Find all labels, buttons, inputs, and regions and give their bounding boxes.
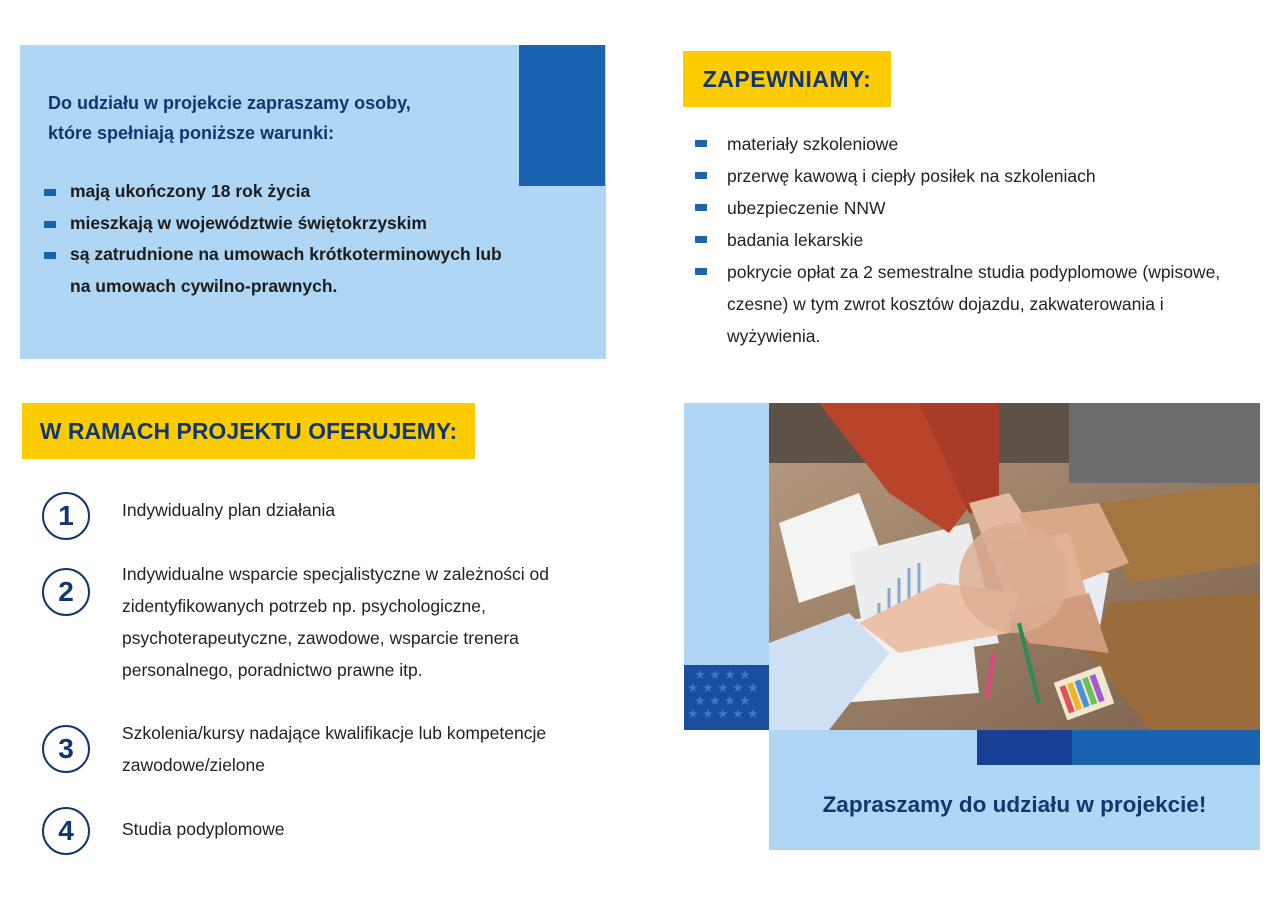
conditions-accent-block: [519, 45, 605, 186]
provide-item: ubezpieczenie NNW: [695, 192, 1235, 224]
accent-strip-dark: [977, 730, 1072, 765]
bullet-icon: [44, 252, 56, 259]
accent-strip-blue: [1072, 730, 1260, 765]
bullet-icon: [44, 221, 56, 228]
svg-text:★: ★: [732, 707, 744, 722]
bullet-icon: [695, 172, 707, 179]
conditions-list: [44, 176, 524, 302]
svg-text:★: ★: [709, 668, 721, 683]
svg-text:★: ★: [687, 681, 699, 696]
svg-text:★: ★: [732, 681, 744, 696]
svg-text:★: ★: [687, 707, 699, 722]
bullet-icon: [695, 140, 707, 147]
conditions-item: mają ukończony 18 rok życia: [44, 176, 524, 208]
offer-item-text: Studia podyplomowe: [122, 819, 285, 839]
number-badge: 3: [42, 725, 90, 773]
conditions-heading-line2: które spełniają poniższe warunki:: [48, 123, 335, 143]
conditions-item: mieszkają w województwie świętokrzyskim: [44, 208, 524, 240]
conditions-item: są zatrudnione na umowach krótkoterminowych lub na umowach cywilno-prawnych.: [44, 239, 524, 302]
bullet-icon: [695, 268, 707, 275]
teamwork-hands-photo: [769, 403, 1260, 730]
offer-item-text: Indywidualne wsparcie specjalistyczne w zależności od zidentyfikowanych potrzeb np. psychologiczne, psychoterapeutyczne, zawodowe, wsparcie trenera personalnego, poradnictwo prawne itp.: [122, 564, 550, 680]
cta-fill-block: [769, 730, 977, 765]
stars-icon: [684, 665, 770, 730]
svg-text:★: ★: [702, 681, 714, 696]
svg-text:★: ★: [717, 681, 729, 696]
cta-text: Zapraszamy do udziału w projekcie!: [822, 792, 1207, 817]
svg-text:★: ★: [709, 694, 721, 709]
svg-text:★: ★: [724, 668, 736, 683]
conditions-heading: [48, 88, 508, 148]
provide-item: przerwę kawową i ciepły posiłek na szkoleniach: [695, 160, 1235, 192]
svg-text:★: ★: [694, 694, 706, 709]
conditions-heading-line1: Do udziału w projekcie zapraszamy osoby,: [48, 93, 411, 113]
provide-item: badania lekarskie: [695, 224, 1235, 256]
bullet-icon: [44, 189, 56, 196]
provide-title: ZAPEWNIAMY:: [702, 66, 872, 92]
offer-item-text: Szkolenia/kursy nadające kwalifikacje lub kompetencje zawodowe/zielone: [122, 723, 547, 775]
provide-list: [695, 128, 1235, 352]
number-badge: 4: [42, 807, 90, 855]
photo-illustration: [769, 403, 1260, 730]
number-badge: 2: [42, 568, 90, 616]
bullet-icon: [695, 236, 707, 243]
svg-text:★: ★: [694, 668, 706, 683]
svg-text:★: ★: [739, 668, 751, 683]
svg-text:★: ★: [739, 694, 751, 709]
svg-text:★: ★: [747, 707, 759, 722]
svg-text:★: ★: [717, 707, 729, 722]
offer-item-text: Indywidualny plan działania: [122, 500, 336, 520]
provide-item: materiały szkoleniowe: [695, 128, 1235, 160]
number-badge: 1: [42, 492, 90, 540]
provide-item: pokrycie opłat za 2 semestralne studia podyplomowe (wpisowe, czesne) w tym zwrot kosztów dojazdu, zakwaterowania i wyżywienia.: [695, 256, 1235, 352]
bullet-icon: [695, 204, 707, 211]
svg-text:★: ★: [702, 707, 714, 722]
svg-text:★: ★: [747, 681, 759, 696]
svg-text:★: ★: [724, 694, 736, 709]
eu-stars-block: [684, 665, 770, 730]
offer-title: W RAMACH PROJEKTU OFERUJEMY:: [39, 418, 458, 444]
